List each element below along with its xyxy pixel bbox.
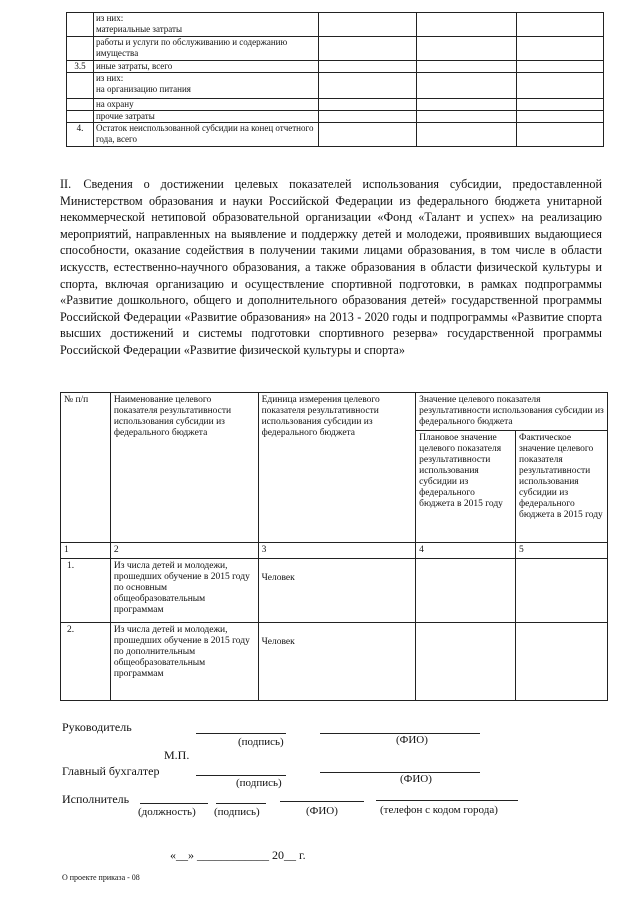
row-number: 2. [61,623,111,701]
column-number: 5 [516,543,608,559]
table-row [67,123,604,147]
indicator-name: Из числа детей и молодежи, прошедших обучение в 2015 году по дополнительным общеобразовательным программам [110,623,258,701]
table-row [61,623,608,701]
accountant-label: Главный бухгалтер [62,764,160,778]
row-number [67,73,94,99]
executor-signature-caption: (подпись) [214,806,260,818]
column-numbers-row [61,543,608,559]
header-actual: Фактическое значение целевого показателя результативности использования субсидии из федерального бюджета в 2015 году [516,431,608,543]
head-signature-caption: (подпись) [238,736,284,748]
head-fio-caption: (ФИО) [396,734,428,746]
actual-value [516,623,608,701]
column-number: 4 [416,543,516,559]
indicator-name: Из числа детей и молодежи, прошедших обучение в 2015 году по основным общеобразовательным программам [110,559,258,623]
footer-note: О проекте приказа - 08 [62,873,140,882]
table-row [67,13,604,37]
table-row [67,73,604,99]
executor-phone-caption: (телефон с кодом города) [380,804,498,816]
row-number: 3.5 [67,61,94,73]
header-row [61,393,608,431]
accountant-fio-caption: (ФИО) [400,773,432,785]
target-indicators-table [60,392,608,701]
table-row [61,559,608,623]
table-row [67,111,604,123]
executor-phone-line [376,800,518,801]
column-number: 3 [258,543,416,559]
table-row [67,37,604,61]
planned-value [416,623,516,701]
date-line: «__» ____________ 20__ г. [170,848,306,862]
executor-label: Исполнитель [62,792,130,806]
row-label: прочие затраты [93,111,318,123]
row-number [67,111,94,123]
header-planned: Плановое значение целевого показателя результативности использования субсидии из федерального бюджета в 2015 году [416,431,516,543]
executor-fio-line [280,801,364,802]
indicator-unit: Человек [258,623,416,701]
row-label: на охрану [93,99,318,111]
head-label: Руководитель [62,720,132,734]
row-number [67,13,94,37]
accountant-signature-line [196,775,286,776]
row-number [67,99,94,111]
row-number: 4. [67,123,94,147]
table-row [67,61,604,73]
section-2-paragraph: II. Сведения о достижении целевых показателей использования субсидии, предоставленной Министерством образования и науки Российской Федерации из федерального бюджета унитарной некоммерческой нетиповой образовательной организации «Фонд «Талант и успех» на реализацию мероприятий, направленных на выявление и поддержку детей и молодежи, проявивших выдающиеся способности, оказание содействия в получении такими лицами образования, в том числе в области искусств, естественно-научного образования, а также образования в области физической культуры и спорта, включая организацию и осуществление спортивной подготовки, в рамках подпрограммы «Развитие дошкольного, общего и дополнительного образования детей» государственной программы Российской Федерации «Развитие образования» на 2013 - 2020 годы и подпрограммы «Развитие спорта высших достижений и системы подготовки спортивного резерва» государственной программы Российской Федерации «Развитие физической культуры и спорта» [60,177,602,357]
column-number: 2 [110,543,258,559]
header-value-group: Значение целевого показателя результативности использования субсидии из федерального бюджета [416,393,608,431]
executor-position-line [140,803,208,804]
executor-signature-line [216,803,266,804]
accountant-signature-caption: (подпись) [236,777,282,789]
table-row [67,99,604,111]
header-unit: Единица измерения целевого показателя результативности использования субсидии из федерального бюджета [258,393,416,543]
row-label: работы и услуги по обслуживанию и содержанию имущества [93,37,318,61]
row-label: из них: на организацию питания [93,73,318,99]
actual-value [516,559,608,623]
header-num: № п/п [61,393,111,543]
planned-value [416,559,516,623]
row-number: 1. [61,559,111,623]
expenses-table [66,12,604,147]
executor-position-caption: (должность) [138,806,196,818]
indicator-unit: Человек [258,559,416,623]
header-name: Наименование целевого показателя результативности использования субсидии из федерального бюджета [110,393,258,543]
row-label: из них: материальные затраты [93,13,318,37]
stamp-label: М.П. [164,748,190,762]
row-number [67,37,94,61]
executor-fio-caption: (ФИО) [306,805,338,817]
column-number: 1 [61,543,111,559]
row-label: Остаток неиспользованной субсидии на конец отчетного года, всего [93,123,318,147]
row-label: иные затраты, всего [93,61,318,73]
head-signature-line [196,733,286,734]
